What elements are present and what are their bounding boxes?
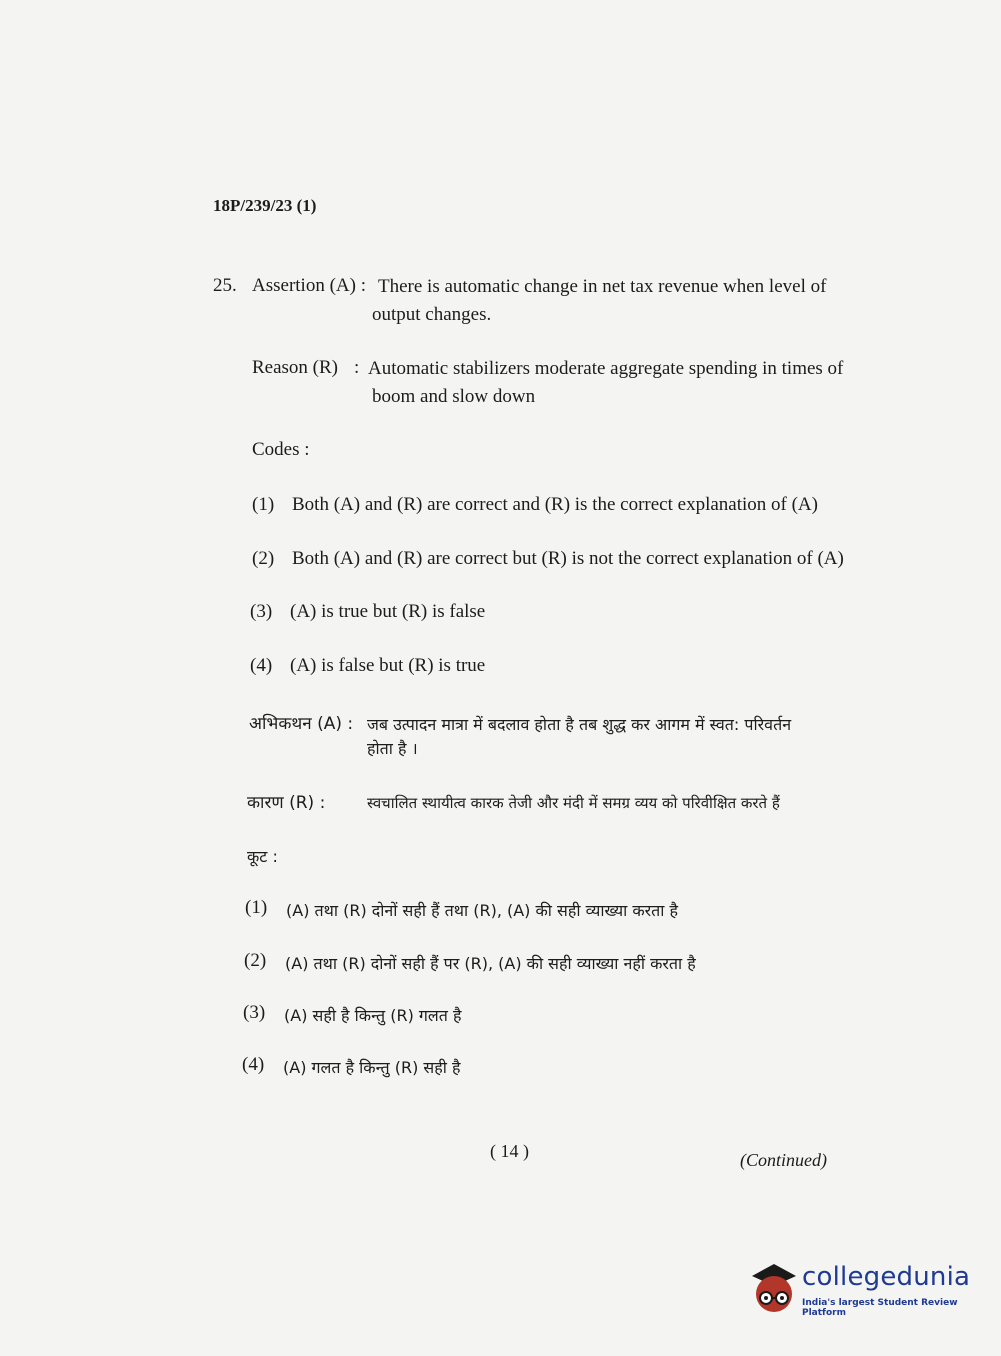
collegedunia-logo <box>744 1258 974 1318</box>
hindi-assertion-line2: होता है । <box>367 739 418 758</box>
reason-text-line1: Automatic stabilizers moderate aggregate spending in times of <box>368 358 844 379</box>
reason-label: Reason (R) <box>252 357 339 378</box>
mascot-icon <box>744 1258 800 1318</box>
option-number: (2) <box>244 950 267 971</box>
option-text: (A) is false but (R) is true <box>290 655 486 676</box>
page-number: ( 14 ) <box>490 1141 529 1161</box>
brand-name: collegedunia <box>802 1262 971 1292</box>
paper-code: 18P/239/23 (1) <box>213 196 317 215</box>
option-text: (A) सही है किन्तु (R) गलत है <box>284 1006 462 1025</box>
option-text: Both (A) and (R) are correct and (R) is the correct explanation of (A) <box>292 494 818 515</box>
option-number: (2) <box>252 548 275 569</box>
hindi-reason-line1: स्वचालित स्थायीत्व कारक तेजी और मंदी में समग्र व्यय को परिवीक्षित करते हैं <box>367 794 780 812</box>
option-text: (A) is true but (R) is false <box>290 601 486 622</box>
hindi-reason-label: कारण (R) : <box>247 793 326 813</box>
option-text: (A) तथा (R) दोनों सही हैं तथा (R), (A) की सही व्याख्या करता है <box>286 901 679 920</box>
hindi-codes-label: कूट : <box>247 847 278 866</box>
brand-tagline: India's largest Student Review Platform <box>802 1298 958 1318</box>
option-number: (3) <box>250 601 273 622</box>
assertion-text-line2: output changes. <box>372 304 492 325</box>
question-number: 25. <box>213 275 237 296</box>
hindi-assertion-label: अभिकथन (A) : <box>249 714 354 734</box>
reason-text-line2: boom and slow down <box>372 386 536 407</box>
option-number: (1) <box>245 897 268 918</box>
option-number: (4) <box>250 655 273 676</box>
option-number: (4) <box>242 1054 265 1075</box>
option-number: (3) <box>243 1002 266 1023</box>
codes-label: Codes : <box>252 439 310 460</box>
option-text: Both (A) and (R) are correct but (R) is not the correct explanation of (A) <box>292 548 844 569</box>
option-text: (A) तथा (R) दोनों सही हैं पर (R), (A) की सही व्याख्या नहीं करता है <box>285 954 696 973</box>
option-text: (A) गलत है किन्तु (R) सही है <box>283 1058 461 1077</box>
assertion-text-line1: There is automatic change in net tax revenue when level of <box>378 276 827 297</box>
option-number: (1) <box>252 494 275 515</box>
hindi-assertion-line1: जब उत्पादन मात्रा में बदलाव होता है तब शुद्ध कर आगम में स्वत: परिवर्तन <box>367 715 792 734</box>
continued-label: (Continued) <box>740 1150 827 1170</box>
reason-colon: : <box>354 357 360 378</box>
assertion-label: Assertion (A) : <box>252 275 366 296</box>
